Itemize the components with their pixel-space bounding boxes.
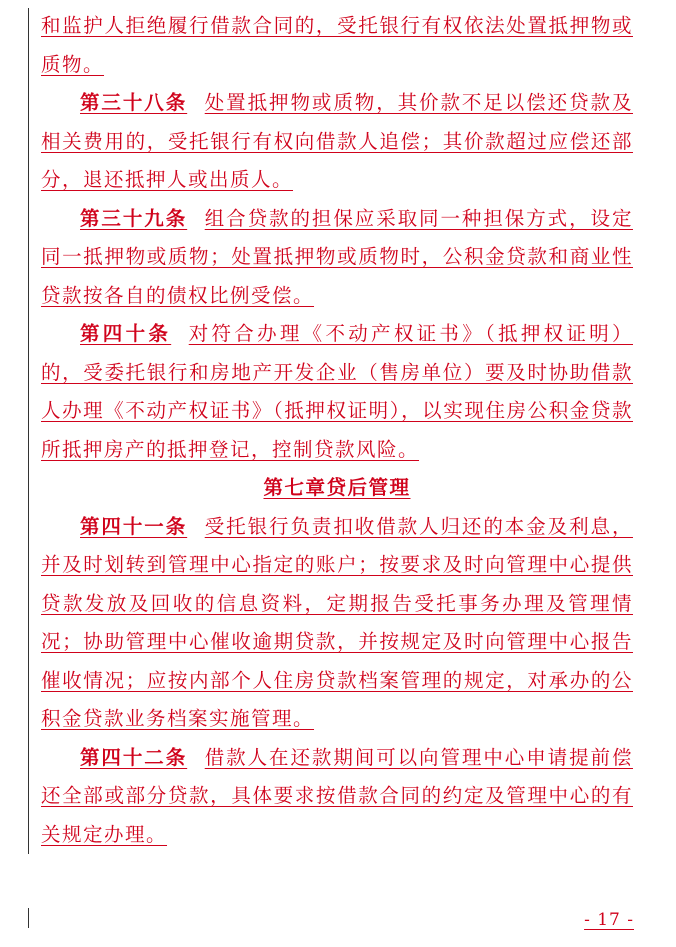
article-text: 借款人在还款期间可以向管理中心申请提前偿还全部或部分贷款，具体要求按借款合同的约定及管理中心的有关规定办理。: [41, 745, 633, 846]
article-42: [41, 739, 633, 855]
article-text: 对符合办理《不动产权证书》（抵押权证明）的，受委托银行和房地产开发企业（售房单位）要及时协助借款人办理《不动产权证书》（抵押权证明），以实现住房公积金贷款所抵押房产的抵押登记，控制贷款风险。: [41, 322, 633, 461]
article-heading: 第四十二条: [80, 745, 188, 769]
page-number: - 17 -: [584, 910, 634, 930]
article-38: [41, 84, 633, 200]
article-heading: 第三十八条: [80, 91, 188, 114]
article-41: [41, 508, 633, 739]
article-text: 受托银行负责扣收借款人归还的本金及利息，并及时划转到管理中心指定的账户；按要求及时向管理中心提供贷款发放及回收的信息资料，定期报告受托事务办理及管理情况；协助管理中心催收逾期贷款，并按规定及时向管理中心报告催收情况；应按内部个人住房贷款档案管理的规定，对承办的公积金贷款业务档案实施管理。: [41, 514, 633, 730]
article-text: 组合贷款的担保应采取同一种担保方式，设定同一抵押物或质物；处置抵押物或质物时，公积金贷款和商业性贷款按各自的债权比例受偿。: [41, 206, 633, 307]
article-heading: 第四十一条: [80, 514, 188, 538]
paragraph-continuation: [41, 7, 633, 84]
article-39: [41, 200, 633, 316]
article-40: [41, 315, 633, 469]
revision-bar-footer: [28, 908, 29, 928]
revision-bar: [28, 8, 29, 854]
article-heading: 第三十九条: [80, 206, 188, 230]
article-text: 处置抵押物或质物，其价款不足以偿还贷款及相关费用的，受托银行有权向借款人追偿；其价款超过应偿还部分，退还抵押人或出质人。: [41, 91, 633, 191]
paragraph-text: 和监护人拒绝履行借款合同的，受托银行有权依法处置抵押物或质物。: [41, 14, 633, 76]
chapter-title: 第七章贷后管理: [263, 476, 411, 499]
article-heading: 第四十条: [80, 322, 172, 345]
document-body: [41, 7, 633, 854]
